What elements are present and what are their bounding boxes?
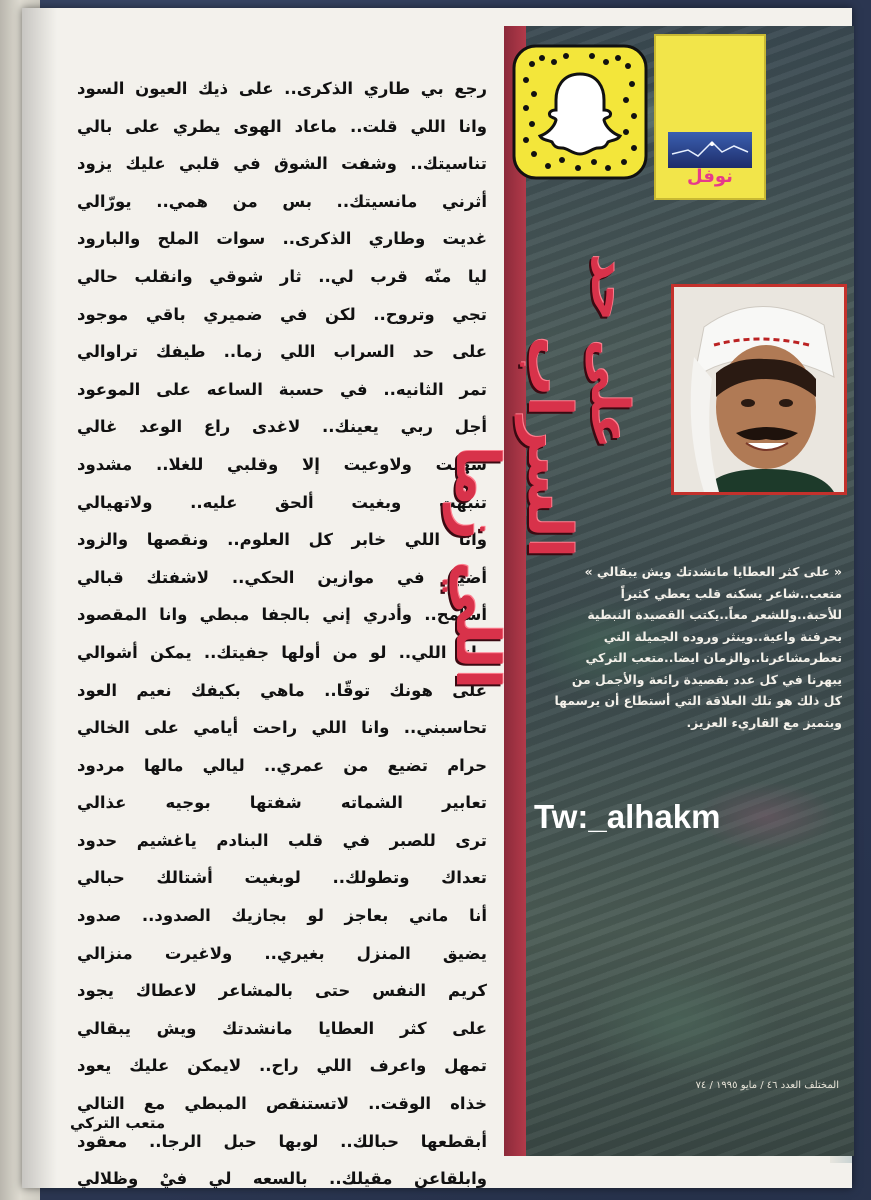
poem-line: تنبهت وبغيت ألحق عليه.. ولاتهيالي — [77, 492, 487, 512]
poem-line: أضيّع في موازين الحكي.. لاشفتك قبالي — [77, 567, 487, 587]
portrait-illustration — [674, 287, 844, 492]
intro-line: كل ذلك هو تلك العلاقة التي أستطاع أن يرسمها — [554, 693, 842, 708]
twitter-watermark: Tw:_alhakm — [534, 798, 721, 835]
poem-line: رجع بي طاري الذكرى.. على ذيك العيون السود — [77, 79, 487, 98]
poem-line: وانا اللي.. لو من أولها جفيتك.. يمكن أشوالي — [77, 642, 487, 662]
intro-line: وبتميز مع القاريء العزيز. — [686, 714, 842, 730]
gutter-shadow — [22, 8, 57, 1188]
poem-line: كريم النفس حتى بالمشاعر لاعطاك يجود — [77, 981, 487, 1001]
poem-body — [77, 70, 487, 1198]
poem-line: تمهل واعرف اللي راح.. لايمكن عليك يعود — [77, 1056, 487, 1076]
art-panel — [442, 26, 854, 1156]
intro-line: تعطرمشاعرنا..والزمان ايضا..متعب التركي — [585, 650, 842, 665]
poem-line: أنا ماني بعاجز لو بجازيك الصدود.. صدود — [77, 906, 487, 926]
poem-line: غديت وطاري الذكرى.. سوات الملح والبارود — [77, 229, 487, 249]
poem-line: تعداك وتطولك.. لوبغيت أشتالك حبالي — [77, 868, 487, 888]
poem-line: على كثر العطايا مانشدتك ويش يبقالي — [77, 1018, 487, 1038]
magazine-page — [22, 8, 852, 1188]
intro-line: للأحبة..وللشعر معاً..يكتب القصيدة النبطية — [587, 607, 842, 622]
poem-line: ليا منّه قرب لي.. ثار شوقي وانقلب حالي — [77, 266, 487, 286]
poem-line: تحاسبني.. وانا اللي راحت أيامي على الخالي — [77, 718, 487, 738]
poem-line: تعابير الشماته شفتها بوجيه عذالي — [77, 793, 487, 813]
poem-line: على هونك توقّا.. ماهي بكيفك نعيم العود — [77, 680, 487, 700]
snapcode-icon[interactable] — [512, 44, 648, 180]
poem-line: وانا اللي قلت.. ماعاد الهوى يطري على بالي — [77, 116, 487, 136]
sparkle-icon — [668, 132, 752, 168]
poem-line: تجي وتروح.. لكن في ضميري باقي موجود — [77, 304, 487, 324]
poet-photo — [671, 284, 847, 495]
logo-banner — [668, 132, 752, 168]
poem-line: أسامح.. وأدري إني بالجفا مبطي وانا المقصود — [77, 605, 487, 625]
poem-line: أبقطعها حبالك.. لوبها حبل الرجا.. معقود — [77, 1131, 487, 1151]
logo-box — [654, 34, 766, 200]
poem-line: سهيت ولاوعيت إلا وقلبي للغلا.. مشدود — [77, 454, 487, 474]
poem-line: خذاه الوقت.. لاتستنقص المبطي مع التالي — [77, 1094, 487, 1114]
intro-paragraph — [542, 561, 842, 733]
issue-footer: المختلف العدد ٤٦ / مايو ١٩٩٥ / ٧٤ — [695, 1080, 839, 1091]
headline-word-3: اللي زما — [442, 446, 512, 690]
poem-line: وانا اللي خابر كل العلوم.. ونقصها والزود — [77, 530, 487, 550]
poem-line: أجل ربي يعينك.. لاغدى راع الوعد غالي — [77, 417, 487, 437]
poem-line: ترى للصبر في قلب البنادم ياغشيم حدود — [77, 830, 487, 850]
poem-line: يضيق المنزل بغيري.. ولاغيرت منزالي — [77, 943, 487, 963]
poem-line: تمر الثانيه.. في حسبة الساعه على الموعود — [77, 379, 487, 399]
intro-line: يبهرنا في كل عدد بقصيدة رائعة والأجمل من — [571, 671, 842, 687]
poem-line: حرام تضيع من عمري.. ليالي مالها مردود — [77, 755, 487, 775]
poem-line: تناسيتك.. وشفت الشوق في قلبي عليك يزود — [77, 154, 487, 174]
poem-line: أثرني مانسيتك.. بس من همي.. يورّالي — [77, 191, 487, 211]
poem-author: متعب التركي — [70, 1114, 166, 1132]
headline-word-1: على حد — [579, 254, 639, 449]
poem-line: على حد السراب اللي زما.. طيفك تراوالي — [77, 342, 487, 362]
intro-line: متعب..شاعر يسكنه قلب يعطي كثيراً — [620, 585, 842, 601]
intro-line: « على كثر العطايا مانشدتك ويش يبقالي » — [584, 564, 842, 579]
poem-line: وابلقاعن مقيلك.. بالسعه لي فيْ وظلالي — [77, 1169, 487, 1189]
headline-word-2: السراب — [514, 336, 584, 559]
logo-banner-text: نوفل — [687, 166, 733, 187]
intro-line: بحرفنة واعية..وينثر وروده الجميلة التي — [603, 628, 842, 644]
